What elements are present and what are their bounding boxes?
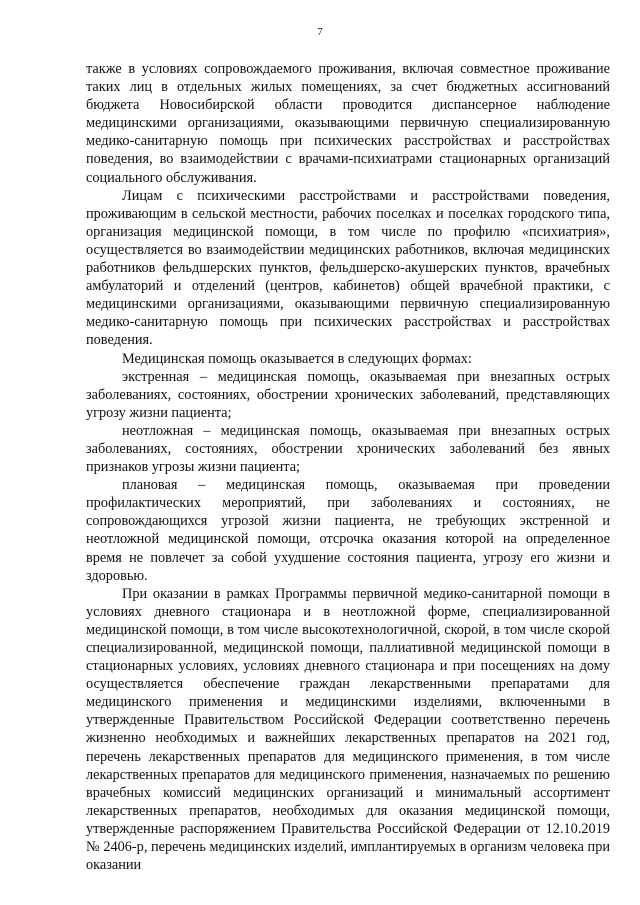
paragraph-drug-provision: При оказании в рамках Программы первичной медико-санитарной помощи в условиях дневного стационара и в неотложной форме, специализированной медицинской помощи, в том числе высокотехнологичной, скорой, в том числе скорой специализированной, медицинской помощи, паллиативной медицинской помощи в стационарных условиях, условиях дневного стационара и при посещениях на дому осуществляется обеспечение граждан лекарственными препаратами для медицинского применения и медицинскими изделиями, включенными в утвержденные Правительством Российской Федерации соответственно перечень жизненно необходимых и важнейших лекарственных препаратов на 2021 год, перечень лекарственных препаратов для медицинского применения, в том числе лекарственных препаратов для медицинского применения, назначаемых по решению врачебных комиссий медицинских организаций и минимальный ассортимент лекарственных препаратов, необходимых для оказания медицинской помощи, утвержденные распоряжением Правительства Российской Федерации от 12.10.2019 № 2406-р, перечень медицинских изделий, имплантируемых в организм человека при оказании — [86, 585, 610, 874]
paragraph-continuation: также в условиях сопровождаемого проживания, включая совместное проживание таких лиц в отдельных жилых помещениях, за счет бюджетных ассигнований бюджета Новосибирской области проводится диспансерное наблюдение медицинскими организациями, оказывающими первичную специализированную медико-санитарную помощь при психических расстройствах и расстройствах поведения, во взаимодействии с врачами-психиатрами стационарных организаций социального обслуживания. — [86, 61, 610, 186]
page-number: 7 — [317, 26, 323, 38]
paragraph-form-planned: плановая – медицинская помощь, оказываемая при проведении профилактических мероприятий, при заболеваниях и состояниях, не сопровождающихся угрозой жизни пациента, не требующих экстренной и неотложной медицинской помощи, отсрочка оказания которой на определенное время не повлечет за собой ухудшение состояния пациента, угрозу его жизни и здоровью. — [86, 477, 610, 584]
document-body — [86, 60, 610, 874]
paragraph-forms-intro: Медицинская помощь оказывается в следующих формах: — [122, 350, 472, 367]
paragraph-form-emergency: экстренная – медицинская помощь, оказываемая при внезапных острых заболеваниях, состояниях, обострении хронических заболеваний, представляющих угрозу жизни пациента; — [86, 368, 610, 421]
paragraph-form-urgent: неотложная – медицинская помощь, оказываемая при внезапных острых заболеваниях, состояниях, обострении хронических заболеваний без явных признаков угрозы жизни пациента; — [86, 422, 610, 476]
paragraph-rural-patients: Лицам с психическими расстройствами и расстройствами поведения, проживающим в сельской местности, рабочих поселках и поселках городского типа, организация медицинской помощи, в том числе по профилю «психиатрия», осуществляется во взаимодействии медицинских работников, включая медицинских работников фельдшерских пунктов, фельдшерско-акушерских пунктов, врачебных амбулаторий и отделений (центров, кабинетов) общей врачебной практики, с медицинскими организациями, оказывающими первичную специализированную медико-санитарную помощь при психических расстройствах и расстройствах поведения. — [86, 187, 610, 349]
